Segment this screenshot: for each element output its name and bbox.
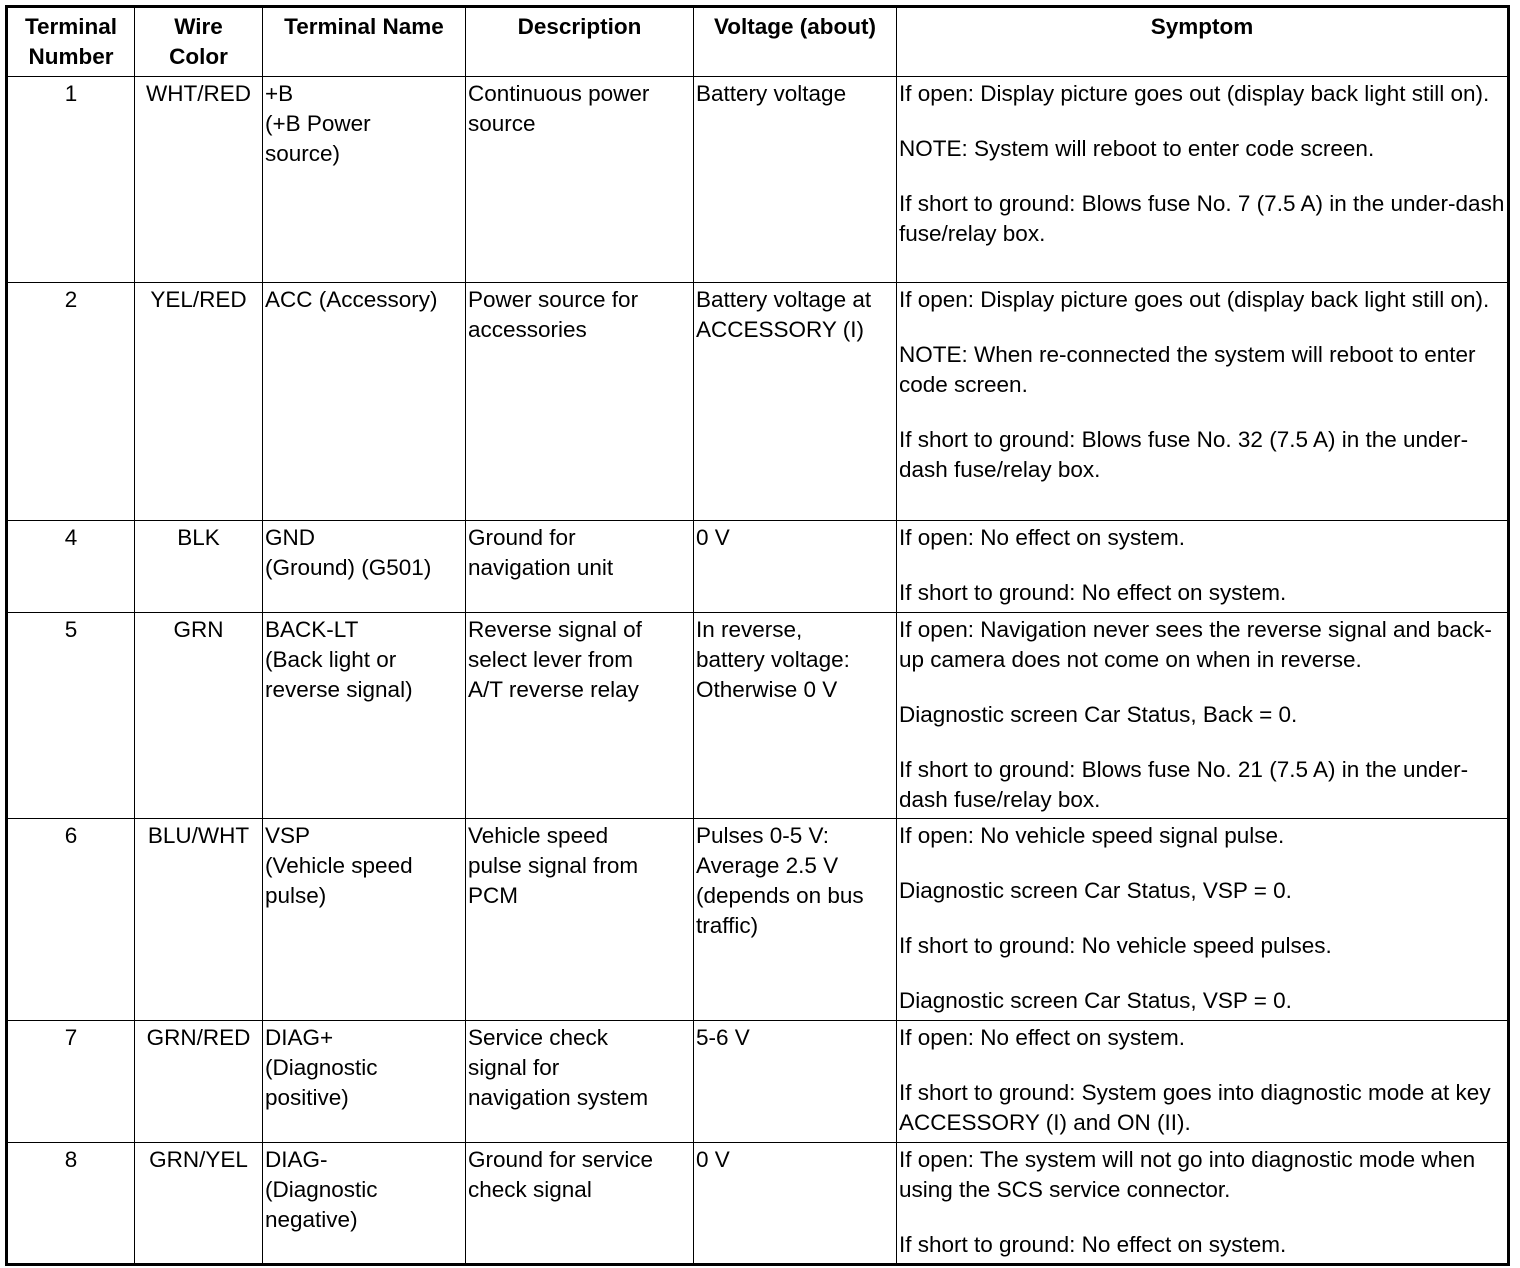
description-line: select lever from bbox=[468, 647, 634, 672]
name-line: positive) bbox=[265, 1085, 349, 1110]
description-line: navigation system bbox=[468, 1085, 649, 1110]
voltage-line: Battery voltage at bbox=[696, 287, 872, 312]
terminal-name-cell bbox=[263, 77, 466, 283]
voltage-line: Otherwise 0 V bbox=[696, 677, 838, 702]
description-line: source bbox=[468, 111, 536, 136]
terminal-table bbox=[5, 5, 1510, 1266]
voltage-cell bbox=[694, 521, 897, 613]
name-line: (Back light or bbox=[265, 647, 397, 672]
symptom-paragraph: Diagnostic screen Car Status, VSP = 0. bbox=[899, 878, 1292, 903]
symptom-cell bbox=[897, 819, 1509, 1021]
voltage-cell bbox=[694, 613, 897, 819]
symptom-paragraph: If short to ground: Blows fuse No. 21 (7.5 A) in the under-dash fuse/relay box. bbox=[899, 757, 1469, 812]
symptom-paragraph: If open: The system will not go into diagnostic mode when using the SCS service connector. bbox=[899, 1147, 1476, 1202]
header-description: Description bbox=[466, 7, 694, 77]
description-line: navigation unit bbox=[468, 555, 614, 580]
voltage-line: traffic) bbox=[696, 913, 759, 938]
header-line: Terminal bbox=[24, 14, 118, 39]
name-line: pulse) bbox=[265, 883, 327, 908]
symptom-paragraph: If short to ground: System goes into diagnostic mode at key ACCESSORY (I) and ON (II). bbox=[899, 1080, 1491, 1135]
header-wire-color bbox=[135, 7, 263, 77]
description-line: accessories bbox=[468, 317, 587, 342]
description-cell bbox=[466, 283, 694, 521]
voltage-line: Battery voltage bbox=[696, 81, 847, 106]
description-line: Vehicle speed bbox=[468, 823, 609, 848]
wire-color-cell: YEL/RED bbox=[135, 283, 263, 521]
table-row bbox=[7, 283, 1509, 521]
description-cell bbox=[466, 613, 694, 819]
name-line: negative) bbox=[265, 1207, 358, 1232]
description-line: PCM bbox=[468, 883, 518, 908]
table-row bbox=[7, 613, 1509, 819]
description-line: pulse signal from bbox=[468, 853, 639, 878]
table-row bbox=[7, 1143, 1509, 1265]
voltage-line: battery voltage: bbox=[696, 647, 850, 672]
symptom-paragraph: If short to ground: No effect on system. bbox=[899, 1232, 1287, 1257]
name-line: VSP bbox=[265, 823, 311, 848]
table-row bbox=[7, 819, 1509, 1021]
name-line: BACK-LT bbox=[265, 617, 359, 642]
terminal-name-cell bbox=[263, 819, 466, 1021]
header-symptom: Symptom bbox=[897, 7, 1509, 77]
description-line: Continuous power bbox=[468, 81, 650, 106]
symptom-cell bbox=[897, 521, 1509, 613]
header-terminal-name: Terminal Name bbox=[263, 7, 466, 77]
symptom-paragraph: If short to ground: No vehicle speed pulses. bbox=[899, 933, 1332, 958]
table-row bbox=[7, 77, 1509, 283]
header-line: Wire bbox=[174, 14, 223, 39]
description-line: A/T reverse relay bbox=[468, 677, 639, 702]
symptom-paragraph: If open: Display picture goes out (display back light still on). bbox=[899, 81, 1490, 106]
description-cell bbox=[466, 819, 694, 1021]
description-line: Ground for bbox=[468, 525, 576, 550]
name-line: DIAG+ bbox=[265, 1025, 334, 1050]
terminal-number-cell: 2 bbox=[7, 283, 135, 521]
name-line: (Diagnostic bbox=[265, 1055, 378, 1080]
wire-color-cell: BLU/WHT bbox=[135, 819, 263, 1021]
symptom-paragraph: Diagnostic screen Car Status, VSP = 0. bbox=[899, 988, 1292, 1013]
symptom-paragraph: If open: No effect on system. bbox=[899, 525, 1185, 550]
voltage-cell bbox=[694, 283, 897, 521]
description-cell bbox=[466, 521, 694, 613]
terminal-number-cell: 7 bbox=[7, 1021, 135, 1143]
description-cell bbox=[466, 77, 694, 283]
description-line: signal for bbox=[468, 1055, 560, 1080]
wire-color-cell: GRN bbox=[135, 613, 263, 819]
symptom-paragraph: If open: Navigation never sees the reverse signal and back-up camera does not come on when in reverse. bbox=[899, 617, 1492, 672]
description-line: Service check bbox=[468, 1025, 609, 1050]
terminal-name-cell bbox=[263, 521, 466, 613]
name-line: ACC (Accessory) bbox=[265, 287, 438, 312]
voltage-cell bbox=[694, 1143, 897, 1265]
voltage-cell bbox=[694, 1021, 897, 1143]
symptom-cell bbox=[897, 77, 1509, 283]
description-line: Power source for bbox=[468, 287, 639, 312]
symptom-paragraph: If short to ground: No effect on system. bbox=[899, 580, 1287, 605]
voltage-line: ACCESSORY (I) bbox=[696, 317, 864, 342]
symptom-paragraph: NOTE: When re-connected the system will reboot to enter code screen. bbox=[899, 342, 1476, 397]
voltage-cell bbox=[694, 819, 897, 1021]
table-row bbox=[7, 521, 1509, 613]
voltage-line: 0 V bbox=[696, 525, 730, 550]
name-line: GND bbox=[265, 525, 315, 550]
voltage-line: (depends on bus bbox=[696, 883, 864, 908]
voltage-cell bbox=[694, 77, 897, 283]
table-row bbox=[7, 1021, 1509, 1143]
terminal-number-cell: 1 bbox=[7, 77, 135, 283]
terminal-number-cell: 5 bbox=[7, 613, 135, 819]
terminal-number-cell: 8 bbox=[7, 1143, 135, 1265]
voltage-line: In reverse, bbox=[696, 617, 803, 642]
wire-color-cell: BLK bbox=[135, 521, 263, 613]
name-line: reverse signal) bbox=[265, 677, 413, 702]
voltage-line: 5-6 V bbox=[696, 1025, 750, 1050]
wire-color-cell: GRN/YEL bbox=[135, 1143, 263, 1265]
header-line: Number bbox=[28, 44, 114, 69]
description-line: Ground for service bbox=[468, 1147, 654, 1172]
symptom-cell bbox=[897, 613, 1509, 819]
terminal-name-cell bbox=[263, 1143, 466, 1265]
symptom-paragraph: Diagnostic screen Car Status, Back = 0. bbox=[899, 702, 1298, 727]
symptom-cell bbox=[897, 1021, 1509, 1143]
header-row bbox=[7, 7, 1509, 77]
symptom-cell bbox=[897, 283, 1509, 521]
description-line: check signal bbox=[468, 1177, 592, 1202]
symptom-paragraph: NOTE: System will reboot to enter code screen. bbox=[899, 136, 1375, 161]
name-line: DIAG- bbox=[265, 1147, 328, 1172]
description-cell bbox=[466, 1021, 694, 1143]
name-line: (Ground) (G501) bbox=[265, 555, 432, 580]
symptom-paragraph: If open: Display picture goes out (display back light still on). bbox=[899, 287, 1490, 312]
symptom-paragraph: If open: No effect on system. bbox=[899, 1025, 1185, 1050]
header-voltage: Voltage (about) bbox=[694, 7, 897, 77]
wire-color-cell: GRN/RED bbox=[135, 1021, 263, 1143]
name-line: (+B Power bbox=[265, 111, 371, 136]
header-terminal-number bbox=[7, 7, 135, 77]
terminal-number-cell: 6 bbox=[7, 819, 135, 1021]
header-line: Color bbox=[169, 44, 228, 69]
voltage-line: Average 2.5 V bbox=[696, 853, 839, 878]
description-line: Reverse signal of bbox=[468, 617, 642, 642]
symptom-cell bbox=[897, 1143, 1509, 1265]
terminal-name-cell bbox=[263, 1021, 466, 1143]
name-line: (Diagnostic bbox=[265, 1177, 378, 1202]
name-line: (Vehicle speed bbox=[265, 853, 413, 878]
symptom-paragraph: If open: No vehicle speed signal pulse. bbox=[899, 823, 1285, 848]
symptom-paragraph: If short to ground: Blows fuse No. 7 (7.5 A) in the under-dash fuse/relay box. bbox=[899, 191, 1505, 246]
description-cell bbox=[466, 1143, 694, 1265]
name-line: source) bbox=[265, 141, 341, 166]
terminal-name-cell bbox=[263, 613, 466, 819]
name-line: +B bbox=[265, 81, 294, 106]
voltage-line: Pulses 0-5 V: bbox=[696, 823, 829, 848]
voltage-line: 0 V bbox=[696, 1147, 730, 1172]
terminal-number-cell: 4 bbox=[7, 521, 135, 613]
symptom-paragraph: If short to ground: Blows fuse No. 32 (7.5 A) in the under-dash fuse/relay box. bbox=[899, 427, 1469, 482]
wire-color-cell: WHT/RED bbox=[135, 77, 263, 283]
terminal-name-cell bbox=[263, 283, 466, 521]
